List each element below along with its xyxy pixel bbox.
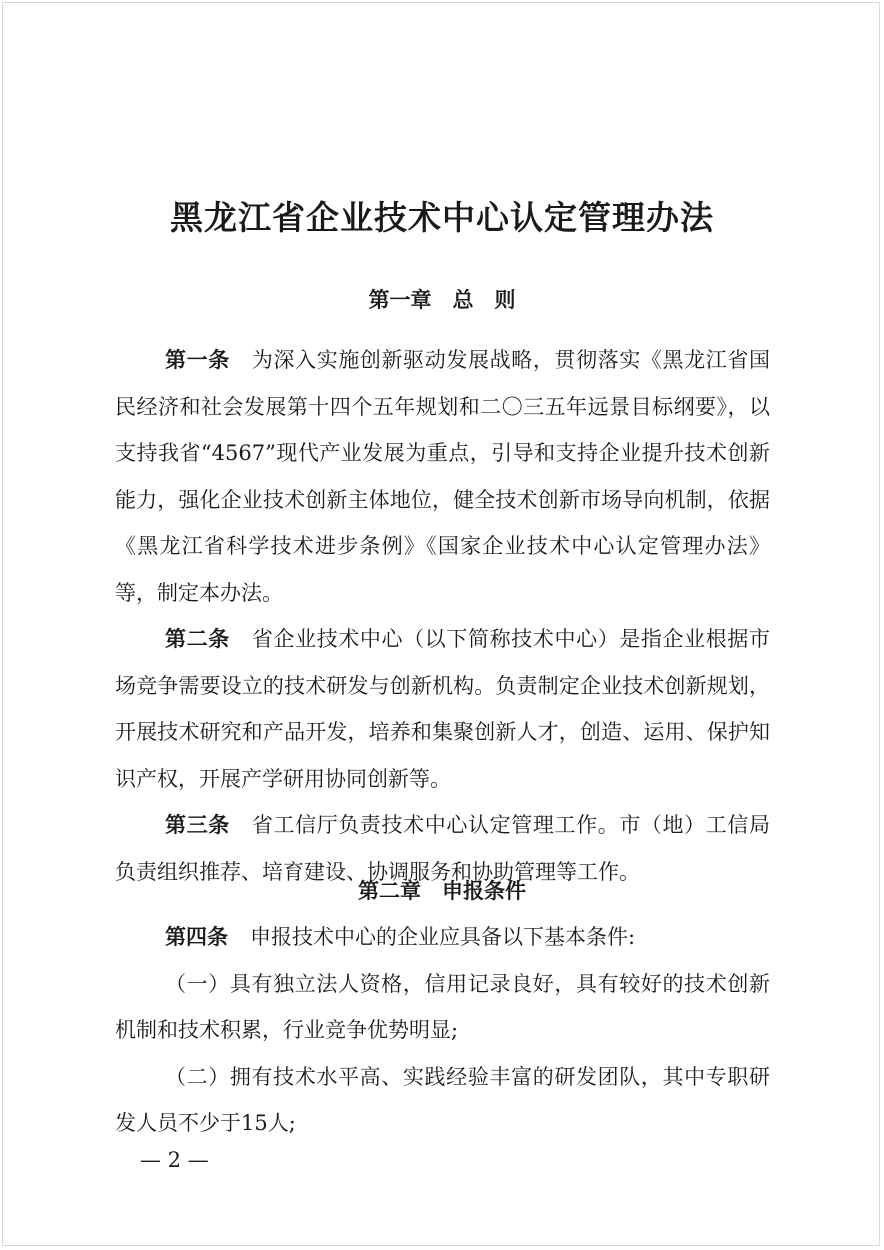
chapter-2-body [115,914,770,1147]
chapter-2-heading: 第二章 申报条件 [358,879,526,903]
article-2-number: 第二条 [165,627,230,651]
article-3-text: 省工信厅负责技术中心认定管理工作。市（地）工信局负责组织推荐、培育建设、协调服务和协助管理等工作。 [115,813,771,884]
article-4-number: 第四条 [165,925,228,949]
article-2-text: 省企业技术中心（以下简称技术中心）是指企业根据市场竞争需要设立的技术研发与创新机构。负责制定企业技术创新规划，开展技术研究和产品开发，培养和集聚创新人才，创造、运用、保护知识产权，开展产学研用协同创新等。 [115,627,771,791]
page-number: — 2 — [140,1148,209,1172]
condition-item-1: （一）具有独立法人资格，信用记录良好，具有较好的技术创新机制和技术积累，行业竞争优势明显; [115,971,770,1042]
article-4-text: 申报技术中心的企业应具备以下基本条件: [250,925,636,949]
article-3-number: 第三条 [165,813,230,837]
article-4 [115,914,770,961]
condition-item-2: （二）拥有技术水平高、实践经验丰富的研发团队，其中专职研发人员不少于15人; [115,1064,770,1135]
chapter-1-heading: 第一章 总 则 [368,288,516,312]
article-1-text: 为深入实施创新驱动发展战略，贯彻落实《黑龙江省国民经济和社会发展第十四个五年规划和二〇三五年远景目标纲要》，以支持我省“4567”现代产业发展为重点，引导和支持企业提升技术创新能力，强化企业技术创新主体地位，健全技术创新市场导向机制，依据《黑龙江省科学技术进步条例》《国家企业技术中心认定管理办法》等，制定本办法。 [115,348,771,605]
article-1 [115,337,770,616]
document-title: 黑龙江省企业技术中心认定管理办法 [170,198,714,237]
article-2 [115,616,770,802]
chapter-1-body [115,337,770,895]
article-1-number: 第一条 [165,348,230,372]
